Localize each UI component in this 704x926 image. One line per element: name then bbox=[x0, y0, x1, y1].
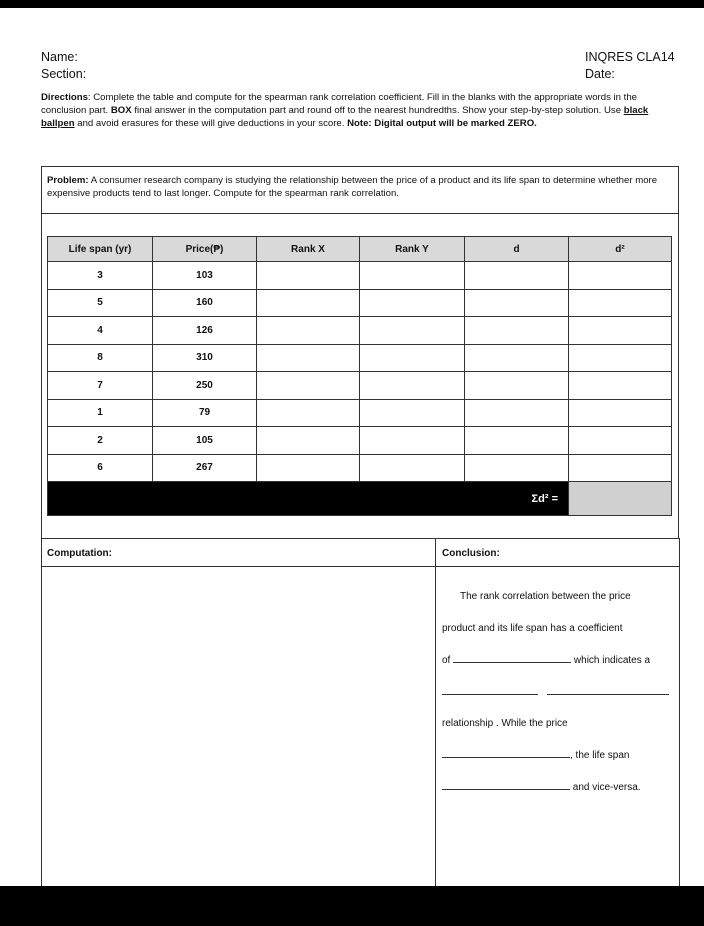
d-cell[interactable] bbox=[465, 289, 569, 317]
problem-label: Problem: bbox=[47, 175, 89, 186]
table-row bbox=[48, 317, 672, 345]
date-label: Date: bbox=[585, 67, 615, 81]
rank-y-cell[interactable] bbox=[360, 399, 465, 427]
computation-area[interactable] bbox=[43, 567, 433, 885]
rank-x-cell[interactable] bbox=[257, 289, 360, 317]
d-squared-cell[interactable] bbox=[569, 454, 672, 482]
table-row bbox=[48, 427, 672, 455]
col-header-d: d bbox=[465, 237, 569, 262]
price-change-blank[interactable] bbox=[442, 757, 570, 758]
d-cell[interactable] bbox=[465, 344, 569, 372]
rank-x-cell[interactable] bbox=[257, 372, 360, 400]
rank-x-cell[interactable] bbox=[257, 317, 360, 345]
col-header-price: Price(₱) bbox=[153, 237, 257, 262]
price-cell: 79 bbox=[153, 399, 257, 427]
bottom-black-bar bbox=[0, 886, 704, 926]
sum-row bbox=[48, 482, 672, 516]
life-span-cell: 3 bbox=[48, 262, 153, 290]
rank-y-cell[interactable] bbox=[360, 262, 465, 290]
price-cell: 250 bbox=[153, 372, 257, 400]
ballpen-word: black ballpen bbox=[41, 105, 649, 129]
col-header-rank-y: Rank Y bbox=[360, 237, 465, 262]
conclusion-line-6 bbox=[442, 750, 629, 761]
price-cell: 105 bbox=[153, 427, 257, 455]
rank-x-cell[interactable] bbox=[257, 262, 360, 290]
col-header-rank-x: Rank X bbox=[257, 237, 360, 262]
d-squared-cell[interactable] bbox=[569, 427, 672, 455]
conclusion-line-4 bbox=[442, 687, 669, 698]
table-row bbox=[48, 454, 672, 482]
life-span-change-blank[interactable] bbox=[442, 789, 570, 790]
conclusion-label: Conclusion: bbox=[442, 548, 500, 559]
table-header-row bbox=[48, 237, 672, 262]
course-code: INQRES CLA14 bbox=[585, 50, 675, 64]
conclusion-line-2: product and its life span has a coefficient bbox=[442, 623, 623, 634]
life-span-cell: 7 bbox=[48, 372, 153, 400]
directions-note: Note: Digital output will be marked ZERO. bbox=[347, 118, 537, 129]
coefficient-blank[interactable] bbox=[453, 662, 571, 663]
price-cell: 126 bbox=[153, 317, 257, 345]
problem-statement: A consumer research company is studying the relationship between the price of a product and its life span to determine whether more expensive products tend to last longer. Compute for the spearman rank correlation. bbox=[47, 175, 658, 199]
conclusion-indicates-text: which indicates a bbox=[573, 655, 651, 666]
d-squared-cell[interactable] bbox=[569, 289, 672, 317]
life-span-cell: 4 bbox=[48, 317, 153, 345]
table-row bbox=[48, 372, 672, 400]
price-cell: 310 bbox=[153, 344, 257, 372]
life-span-cell: 8 bbox=[48, 344, 153, 372]
computation-label: Computation: bbox=[47, 548, 112, 559]
rank-x-cell[interactable] bbox=[257, 454, 360, 482]
price-cell: 103 bbox=[153, 262, 257, 290]
rank-x-cell[interactable] bbox=[257, 399, 360, 427]
d-cell[interactable] bbox=[465, 454, 569, 482]
rank-y-cell[interactable] bbox=[360, 317, 465, 345]
rank-y-cell[interactable] bbox=[360, 344, 465, 372]
rank-x-cell[interactable] bbox=[257, 427, 360, 455]
conclusion-life-span-text: , the life span bbox=[570, 750, 630, 761]
col-header-life-span: Life span (yr) bbox=[48, 237, 153, 262]
section-divider bbox=[435, 539, 436, 886]
conclusion-of-text: of bbox=[442, 655, 451, 666]
rank-y-cell[interactable] bbox=[360, 372, 465, 400]
box-word: BOX bbox=[110, 105, 132, 116]
table-row bbox=[48, 399, 672, 427]
conclusion-line-5: relationship . While the price bbox=[442, 718, 568, 729]
direction-blank[interactable] bbox=[547, 694, 669, 695]
life-span-cell: 2 bbox=[48, 427, 153, 455]
life-span-cell: 5 bbox=[48, 289, 153, 317]
d-cell[interactable] bbox=[465, 262, 569, 290]
life-span-cell: 6 bbox=[48, 454, 153, 482]
conclusion-line-7 bbox=[442, 782, 641, 793]
directions-part2: final answer in the computation part and round off to the nearest hundredths. Show your step-by-step solution. Use bbox=[131, 105, 624, 116]
d-squared-cell[interactable] bbox=[569, 344, 672, 372]
d-squared-cell[interactable] bbox=[569, 399, 672, 427]
d-squared-cell[interactable] bbox=[569, 262, 672, 290]
rank-x-cell[interactable] bbox=[257, 344, 360, 372]
d-cell[interactable] bbox=[465, 317, 569, 345]
section-label: Section: bbox=[41, 67, 87, 81]
directions-part1: : Complete the table and compute for the spearman rank correlation coefficient. Fill in the blanks with the appropriate words in the conclusion part. bbox=[41, 92, 638, 116]
price-cell: 160 bbox=[153, 289, 257, 317]
col-header-d-squared: d² bbox=[569, 237, 672, 262]
conclusion-vice-versa-text: and vice-versa. bbox=[572, 782, 641, 793]
rank-y-cell[interactable] bbox=[360, 427, 465, 455]
rank-y-cell[interactable] bbox=[360, 454, 465, 482]
conclusion-line-3 bbox=[442, 655, 650, 666]
ranking-table bbox=[47, 236, 672, 516]
price-cell: 267 bbox=[153, 454, 257, 482]
problem-text bbox=[47, 174, 675, 200]
problem-divider bbox=[41, 213, 679, 214]
d-squared-cell[interactable] bbox=[569, 317, 672, 345]
life-span-cell: 1 bbox=[48, 399, 153, 427]
directions-part3: and avoid erasures for these will give deductions in your score. bbox=[74, 118, 348, 129]
d-cell[interactable] bbox=[465, 399, 569, 427]
sum-d-squared-label: Σd² = bbox=[48, 482, 569, 516]
d-cell[interactable] bbox=[465, 372, 569, 400]
table-row bbox=[48, 262, 672, 290]
table-row bbox=[48, 289, 672, 317]
d-squared-cell[interactable] bbox=[569, 372, 672, 400]
conclusion-line-1: The rank correlation between the price bbox=[460, 591, 631, 602]
rank-y-cell[interactable] bbox=[360, 289, 465, 317]
directions-text bbox=[41, 91, 677, 130]
directions-label: Directions bbox=[41, 92, 88, 103]
strength-blank[interactable] bbox=[442, 694, 538, 695]
name-label: Name: bbox=[41, 50, 78, 64]
table-row bbox=[48, 344, 672, 372]
d-cell[interactable] bbox=[465, 427, 569, 455]
sum-d-squared-cell[interactable] bbox=[569, 482, 672, 516]
